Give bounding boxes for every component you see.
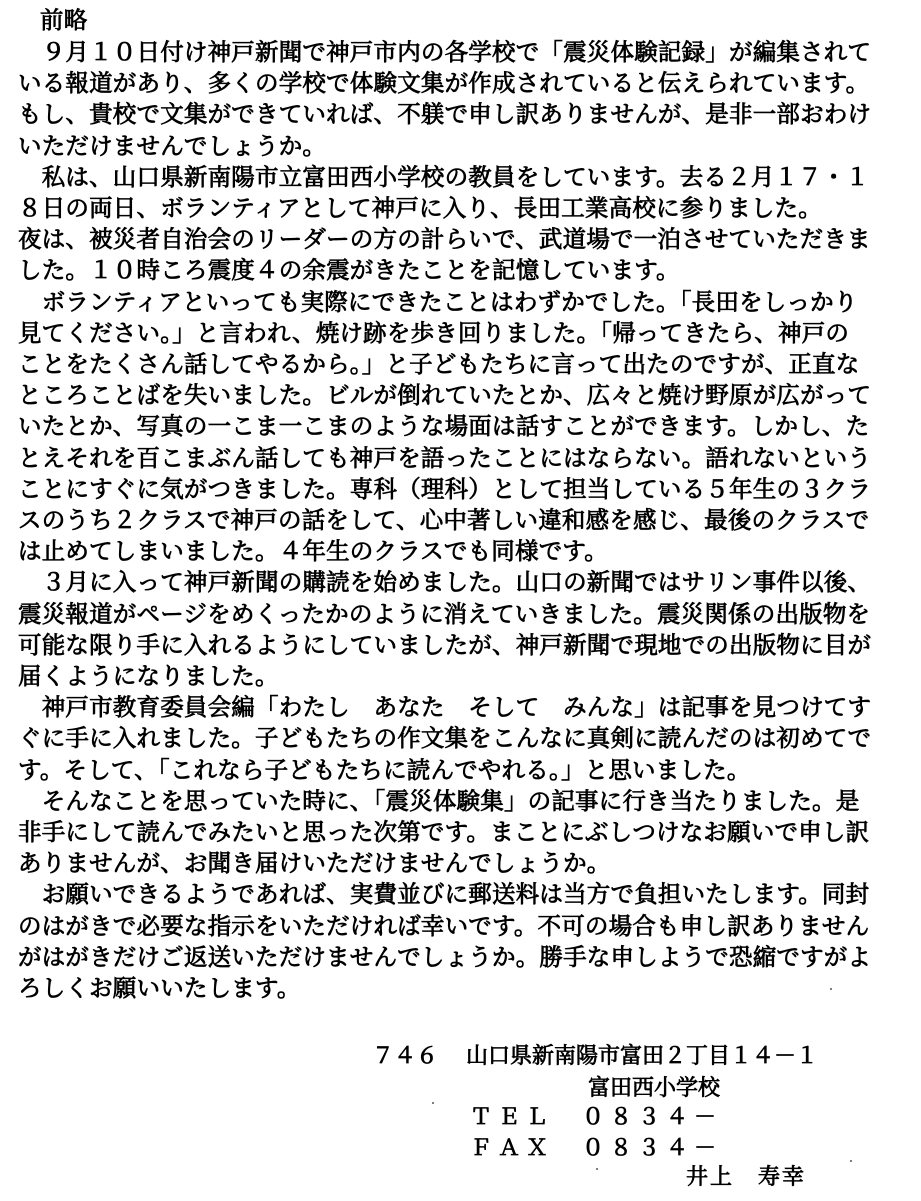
sender-name: 井上 寿幸 [686, 1165, 807, 1190]
postal-code: ７４６ [372, 1044, 439, 1069]
letter-line: ことをたくさん話してやるから。」と子どもたちに言って出たのですが、正直な [18, 350, 860, 378]
letter-line: いる報道があり、多くの学校で体験文集が作成されていると伝えられています。 [18, 69, 870, 98]
letter-line: 神戸市教育委員会編「わたし あなた そして みんな」は記事を見つけてす [18, 693, 872, 722]
letter-line: 震災報道がページをめくったかのように消えていきました。震災関係の出版物を [18, 599, 871, 628]
letter-line: 夜は、被災者自治会のリーダーの方の計らいで、武道場で一泊させていただきま [18, 225, 871, 254]
letter-line: のはがきで必要な指示をいただければ幸いです。不可の場合も申し訳ありません [18, 911, 870, 940]
letter-line: 届くようになりました。 [18, 662, 279, 690]
letter-line: いただけませんでしょうか。 [18, 131, 327, 160]
telephone: ＴＥＬ ０８３４－ [470, 1105, 723, 1130]
letter-line: スのうち２クラスで神戸の話をして、心中著しい違和感を感じ、最後のクラスで [18, 506, 870, 534]
letter-line: ぐに手に入れました。子どもたちの作文集をこんなに真剣に読んだのは初めてで [18, 724, 872, 753]
letter-line: がはがきだけご返送いただけませんでしょうか。勝手な申しようで恐縮ですがよ [18, 942, 872, 971]
sender-address: 山口県新南陽市富田２丁目１４－１ [466, 1044, 819, 1069]
letter-line: 見てください。」と言われ、焼け跡を歩き回りました。「帰ってきたら、神戸の [18, 318, 850, 347]
letter-line: ９月１０日付け神戸新聞で神戸市内の各学校で「震災体験記録」が編集されて [18, 38, 872, 66]
letter-line: ８日の両日、ボランティアとして神戸に入り、長田工業高校に参りました。 [18, 194, 822, 222]
scan-speck [830, 988, 832, 990]
scan-speck [432, 1102, 434, 1104]
scan-speck [850, 1160, 852, 1162]
scan-speck [596, 1168, 598, 1170]
letter-line: ありませんが、お聞き届けいただけませんでしょうか。 [18, 849, 611, 878]
salutation: 前略 [40, 6, 88, 34]
fax: ＦＡＸ ０８３４－ [470, 1136, 723, 1161]
letter-line: いたとか、写真の一こま一こまのような場面は話すことができます。しかし、た [18, 412, 870, 441]
letter-line: 私は、山口県新南陽市立富田西小学校の教員をしています。去る２月１７・１ [18, 162, 870, 191]
school-name: 富田西小学校 [588, 1076, 721, 1101]
letter-line: す。そして、「これなら子どもたちに読んでやれる。」と思いました。 [18, 755, 751, 784]
letter-line: 可能な限り手に入れるようにしていましたが、神戸新聞で現地での出版物に目が [18, 630, 872, 659]
letter-line: ことにすぐに気がつきました。専科（理科）として担当している５年生の３クラ [18, 474, 872, 503]
letter-line: お願いできるようであれば、実費並びに郵送料は当方で負担いたします。同封 [18, 880, 870, 909]
letter-line: ろしくお願いいたします。 [18, 974, 301, 1002]
letter-line: した。１０時ころ震度４の余震がきたことを記憶しています。 [18, 256, 680, 285]
letter-line: 非手にして読んでみたいと思った次第です。まことにぶしつけなお願いで申し訳 [18, 818, 870, 846]
letter-line: とえそれを百こまぶん話しても神戸を語ったことにはならない。語れないという [18, 443, 872, 472]
letter-line: ボランティアといっても実際にできたことはわずかでした。「長田をしっかり [18, 287, 858, 316]
letter-line: もし、貴校で文集ができていれば、不躾で申し訳ありませんが、是非一部おわけ [18, 100, 872, 129]
letter-line: ３月に入って神戸新聞の購読を始めました。山口の新聞ではサリン事件以後、 [18, 568, 872, 597]
letter-line: そんなことを思っていた時に、「震災体験集」の記事に行き当たりました。是 [18, 786, 860, 815]
letter-line: は止めてしまいました。４年生のクラスでも同様です。 [18, 537, 608, 566]
letter-line: ところことばを失いました。ビルが倒れていたとか、広々と焼け野原が広がって [18, 381, 872, 410]
